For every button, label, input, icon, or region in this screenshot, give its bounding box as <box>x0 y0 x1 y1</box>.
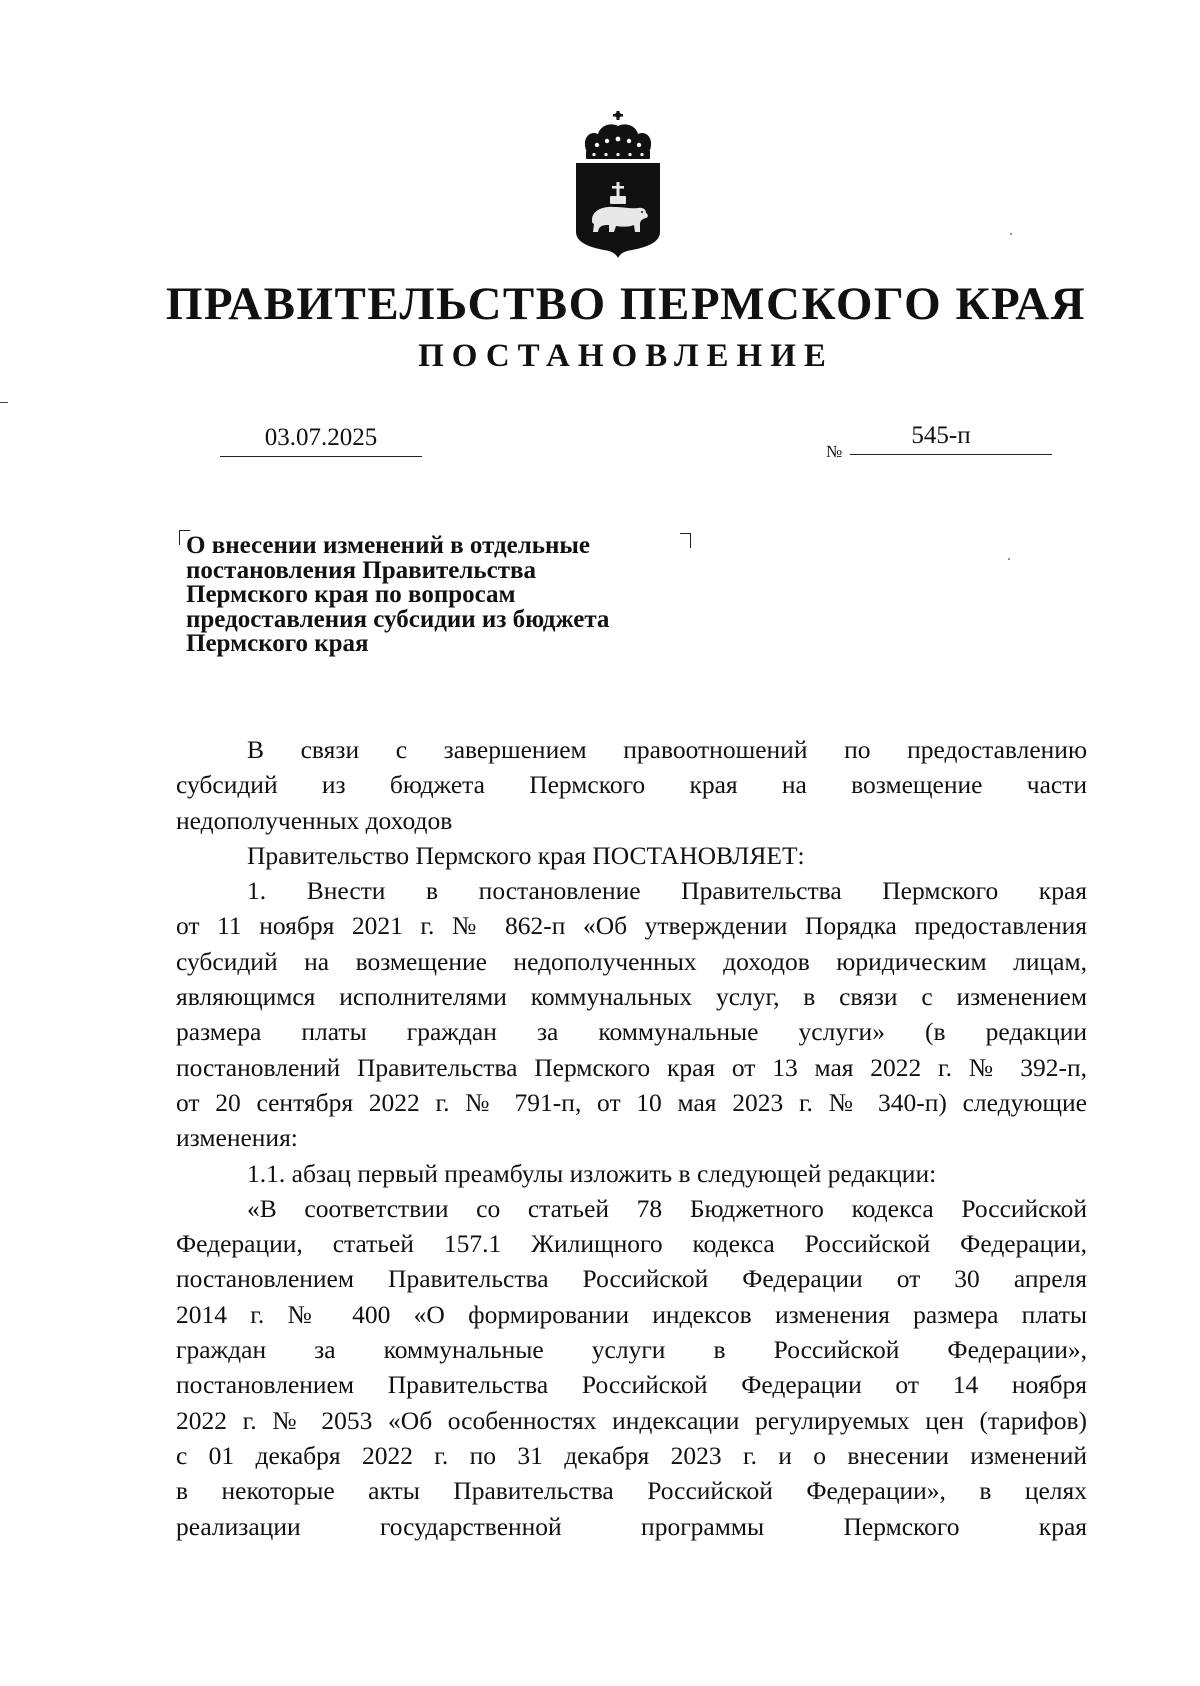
document-body <box>176 732 1087 1544</box>
subject-line: О внесении изменений в отдельные <box>186 532 591 559</box>
subject-line: постановления Правительства <box>186 556 536 584</box>
subject-line: Пермского края <box>186 630 369 657</box>
body-line: от 11 ноября 2021 г. № 862-п «Об утверждении Порядка предоставления <box>176 911 1087 941</box>
body-line: недополученных доходов <box>176 805 453 835</box>
scan-speck <box>1008 558 1010 560</box>
body-line: являющимся исполнителями коммунальных услуг, в связи с изменением <box>176 982 1087 1012</box>
body-line: изменения: <box>176 1123 298 1153</box>
scan-margin-mark <box>0 402 8 403</box>
body-line: граждан за коммунальные услуги в Российской Федерации», <box>176 1335 1087 1365</box>
subject-line: предоставления субсидии из бюджета <box>186 605 610 633</box>
perm-krai-coat-of-arms-icon <box>572 108 664 260</box>
scan-speck <box>1010 233 1012 235</box>
body-line: Федерации, статьей 157.1 Жилищного кодекса Российской Федерации, <box>176 1229 1087 1259</box>
body-line: 1.1. абзац первый преамбулы изложить в следующей редакции: <box>247 1158 937 1188</box>
body-line: 2022 г. № 2053 «Об особенностях индексации регулируемых цен (тарифов) <box>176 1405 1087 1435</box>
body-line: постановлением Правительства Российской Федерации от 30 апреля <box>176 1264 1087 1294</box>
body-line: постановлений Правительства Пермского края от 13 мая 2022 г. № 392-п, <box>176 1052 1087 1082</box>
body-line: субсидий из бюджета Пермского края на возмещение части <box>176 770 1087 800</box>
document-type-heading: ПОСТАНОВЛЕНИЕ <box>418 338 834 374</box>
body-line: «В соответствии со статьей 78 Бюджетного кодекса Российской <box>247 1193 1087 1223</box>
body-line: 2014 г. № 400 «О формировании индексов изменения размера платы <box>176 1299 1087 1329</box>
organization-title: ПРАВИТЕЛЬСТВО ПЕРМСКОГО КРАЯ <box>165 278 1087 330</box>
document-date: 03.07.2025 <box>220 420 422 457</box>
document-number: 545-п <box>850 418 1052 455</box>
body-line: субсидий на возмещение недополученных доходов юридическим лицам, <box>176 946 1087 976</box>
subject-line: Пермского края по вопросам <box>186 581 516 608</box>
body-line: реализации государственной программы Пермского края <box>176 1511 1087 1541</box>
document-subject <box>186 534 706 657</box>
body-line: постановлением Правительства Российской Федерации от 14 ноября <box>176 1370 1087 1400</box>
body-line: Правительство Пермского края ПОСТАНОВЛЯЕТ: <box>247 840 805 870</box>
number-sign: № <box>826 442 843 461</box>
body-line: 1. Внести в постановление Правительства Пермского края <box>247 876 1087 906</box>
body-line: В связи с завершением правоотношений по предоставлению <box>247 735 1087 764</box>
body-line: с 01 декабря 2022 г. по 31 декабря 2023 г. и о внесении изменений <box>176 1440 1087 1470</box>
body-line: в некоторые акты Правительства Российской Федерации», в целях <box>176 1476 1087 1506</box>
body-line: от 20 сентября 2022 г. № 791-п, от 10 мая 2023 г. № 340-п) следующие <box>176 1087 1087 1117</box>
body-line: размера платы граждан за коммунальные услуги» (в редакции <box>176 1017 1087 1047</box>
